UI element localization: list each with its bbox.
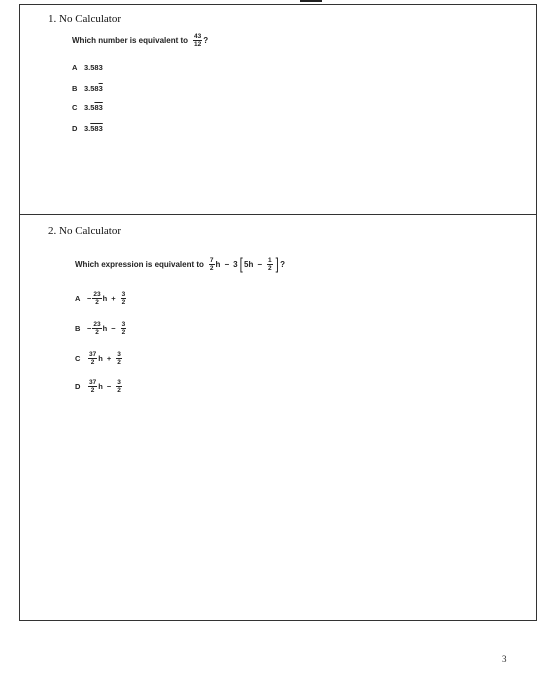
expr-minus: − [224, 260, 230, 269]
option-repeating: 3 [98, 84, 103, 93]
fraction-numerator: 3 [117, 379, 121, 386]
option-variable: h [102, 324, 108, 333]
question-1-option-c[interactable] [72, 103, 103, 112]
expr-variable: h [215, 260, 221, 269]
fraction-denominator: 2 [90, 387, 95, 394]
option-fraction-const [116, 351, 122, 366]
fraction-denominator: 2 [90, 359, 95, 366]
fraction-denominator: 12 [194, 41, 202, 48]
option-whole: 3. [84, 84, 91, 93]
question-1-fraction [193, 33, 202, 48]
fraction-denominator: 2 [95, 299, 99, 306]
option-digits: 58 [90, 84, 99, 93]
expr-fraction-a [209, 257, 215, 272]
question-1-option-b[interactable] [72, 84, 103, 93]
option-repeating: 83 [94, 103, 103, 112]
left-bracket: [ [239, 255, 243, 273]
option-variable: h [98, 354, 103, 363]
option-repeating: 583 [90, 124, 103, 133]
fraction-numerator: 7 [209, 257, 214, 264]
question-2-option-c[interactable] [75, 351, 123, 366]
fraction-numerator: 43 [194, 33, 202, 40]
question-1-prompt [72, 33, 208, 48]
fraction-denominator: 2 [95, 329, 99, 336]
fraction-numerator: 1 [268, 257, 272, 264]
fraction-numerator: 37 [89, 351, 97, 358]
option-variable: h [98, 382, 103, 391]
expr-fraction-b [267, 257, 273, 272]
option-fraction-coef [92, 321, 101, 336]
option-fraction-const [116, 379, 122, 394]
fraction-numerator: 3 [117, 351, 121, 358]
option-letter: C [75, 354, 81, 363]
question-1-text: Which number is equivalent to [72, 36, 189, 45]
option-letter: D [75, 382, 81, 391]
option-whole: 3. [84, 103, 91, 112]
fraction-denominator: 2 [121, 329, 126, 336]
page-top-edge [300, 0, 322, 2]
option-fraction-const [121, 321, 127, 336]
expr-inner-minus: − [257, 260, 263, 269]
fraction-numerator: 3 [121, 321, 126, 328]
question-1-heading: 1. No Calculator [48, 13, 122, 25]
option-digits: 5 [90, 103, 95, 112]
option-letter: D [72, 124, 78, 133]
page-number: 3 [502, 654, 507, 664]
option-variable: h [102, 294, 108, 303]
question-2-option-a[interactable] [75, 291, 127, 306]
option-sign: − [87, 294, 92, 303]
fraction-numerator: 3 [121, 291, 126, 298]
fraction-numerator: 23 [93, 291, 101, 298]
fraction-numerator: 37 [89, 379, 97, 386]
fraction-denominator: 2 [121, 299, 126, 306]
question-2-text: Which expression is equivalent to [75, 260, 204, 269]
right-bracket: ] [275, 255, 279, 273]
option-digits: 583 [90, 63, 103, 72]
option-sign: − [87, 324, 92, 333]
option-whole: 3. [84, 124, 91, 133]
question-2-option-d[interactable] [75, 379, 123, 394]
option-letter: C [72, 103, 78, 112]
option-fraction-coef [88, 351, 97, 366]
option-fraction-const [121, 291, 127, 306]
option-letter: B [72, 84, 78, 93]
option-letter: B [75, 324, 81, 333]
question-1-option-d[interactable] [72, 124, 103, 133]
option-operator: − [106, 382, 112, 391]
option-operator: − [111, 324, 116, 333]
option-operator: + [111, 294, 116, 303]
question-2-prompt [75, 257, 285, 272]
option-whole: 3. [84, 63, 91, 72]
fraction-denominator: 2 [117, 387, 121, 394]
option-letter: A [72, 63, 78, 72]
question-mark: ? [280, 260, 285, 269]
question-mark: ? [203, 36, 209, 45]
expr-inner-term: 5h [244, 260, 254, 269]
fraction-denominator: 2 [209, 265, 214, 272]
question-2-box [19, 214, 537, 621]
question-1-box [19, 4, 537, 215]
option-operator: + [106, 354, 112, 363]
question-2-option-b[interactable] [75, 321, 127, 336]
question-2-heading: 2. No Calculator [48, 225, 122, 237]
option-fraction-coef [88, 379, 97, 394]
fraction-denominator: 2 [117, 359, 121, 366]
question-1-option-a[interactable] [72, 63, 103, 72]
expr-coefficient: 3 [233, 260, 238, 269]
option-fraction-coef [92, 291, 101, 306]
fraction-denominator: 2 [268, 265, 272, 272]
fraction-numerator: 23 [93, 321, 101, 328]
option-letter: A [75, 294, 81, 303]
